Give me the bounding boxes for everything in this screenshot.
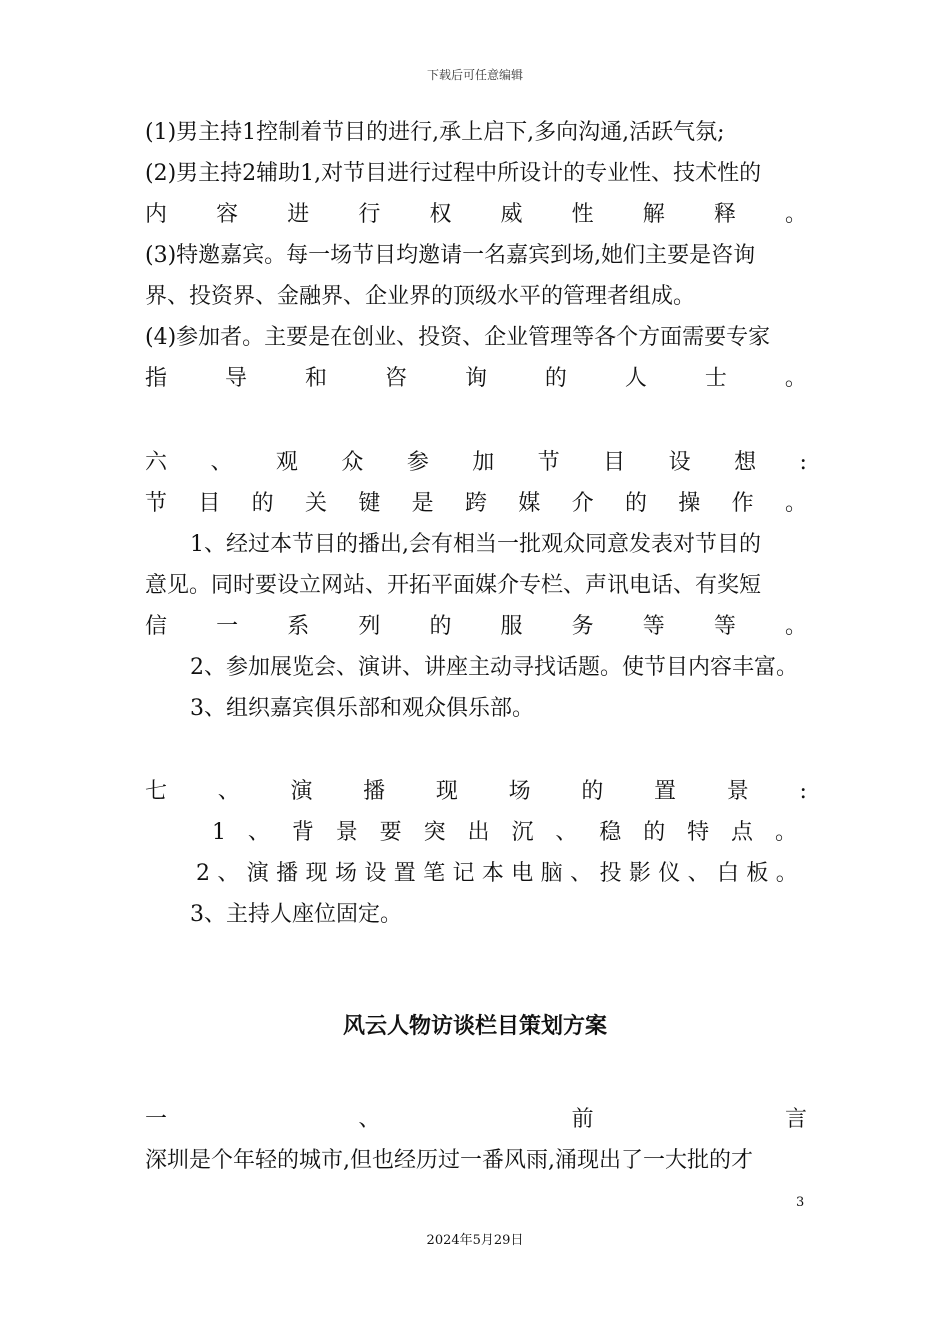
justified-char: : — [799, 779, 807, 804]
justified-char: 士 — [704, 366, 727, 391]
document-title: 风云人物访谈栏目策划方案 — [342, 1014, 607, 1039]
justified-char: 、 — [217, 779, 240, 804]
section7-item2 — [196, 859, 798, 889]
justified-char: 目 — [603, 450, 626, 475]
justified-char: 咨 — [384, 366, 407, 391]
justified-char: 置 — [654, 779, 677, 804]
section6-item3: 3、组织嘉宾俱乐部和观众俱乐部。 — [190, 696, 534, 721]
justified-char: 记 — [452, 861, 475, 886]
justified-char: 众 — [341, 450, 364, 475]
section6-item1: 1、经过本节目的播出,会有相当一批观众同意发表对节目的 — [190, 532, 761, 557]
justified-char: 笔 — [423, 861, 446, 886]
justified-char: 解 — [642, 202, 665, 227]
justified-char: 等 — [642, 614, 665, 639]
justified-char: 景 — [335, 820, 358, 845]
section6-heading — [145, 448, 807, 478]
justified-char: 、 — [217, 861, 240, 886]
justified-char: 参 — [406, 450, 429, 475]
justified-char: 场 — [334, 861, 357, 886]
justified-char: 言 — [784, 1107, 807, 1132]
justified-char: 和 — [304, 366, 327, 391]
justified-char: 服 — [500, 614, 523, 639]
justified-char: 现 — [305, 861, 328, 886]
justified-char: 权 — [429, 202, 452, 227]
justified-char: 特 — [687, 820, 710, 845]
justified-char: 。 — [784, 366, 807, 391]
body-line-justified — [145, 200, 807, 230]
justified-char: 询 — [464, 366, 487, 391]
justified-char: 键 — [358, 491, 381, 516]
justified-char: 设 — [668, 450, 691, 475]
body-line-host1: (1)男主持1控制着节目的进行,承上启下,多向沟通,活跃气氛; — [145, 120, 725, 145]
justified-char: 的 — [624, 491, 647, 516]
justified-char: 点 — [731, 820, 754, 845]
justified-char: 务 — [571, 614, 594, 639]
justified-char: 投 — [599, 861, 622, 886]
justified-char: 性 — [571, 202, 594, 227]
justified-char: 列 — [358, 614, 381, 639]
justified-char: 仪 — [658, 861, 681, 886]
justified-char: 行 — [358, 202, 381, 227]
section6-item2: 2、参加展览会、演讲、讲座主动寻找话题。使节目内容丰富。 — [190, 655, 798, 680]
justified-char: 七 — [145, 779, 168, 804]
justified-char: 六 — [145, 450, 168, 475]
justified-char: 场 — [508, 779, 531, 804]
section7-heading — [145, 777, 807, 807]
justified-char: 脑 — [540, 861, 563, 886]
section6-item1-end — [145, 612, 807, 642]
justified-char: 白 — [717, 861, 740, 886]
justified-char: 关 — [304, 491, 327, 516]
justified-char: 、 — [210, 450, 233, 475]
justified-char: 。 — [784, 491, 807, 516]
justified-char: 前 — [571, 1107, 594, 1132]
justified-char: 等 — [713, 614, 736, 639]
justified-char: 作 — [731, 491, 754, 516]
justified-char: 观 — [275, 450, 298, 475]
justified-char: 导 — [224, 366, 247, 391]
justified-char: 的 — [581, 779, 604, 804]
justified-char: 人 — [624, 366, 647, 391]
justified-char: 系 — [287, 614, 310, 639]
body-line-host2: (2)男主持2辅助1,对节目进行过程中所设计的专业性、技术性的 — [145, 161, 762, 186]
body-line-participants: (4)参加者。主要是在创业、投资、企业管理等各个方面需要专家 — [145, 325, 771, 350]
justified-char: 、 — [358, 1107, 381, 1132]
justified-char: 。 — [774, 820, 797, 845]
section6-item1-cont: 意见。同时要设立网站、开拓平面媒介专栏、声讯电话、有奖短 — [145, 573, 762, 598]
justified-char: 节 — [145, 491, 168, 516]
justified-char: 2 — [196, 861, 210, 886]
justified-char: 本 — [481, 861, 504, 886]
justified-char: 、 — [247, 820, 270, 845]
justified-char: 。 — [784, 202, 807, 227]
justified-char: 1 — [212, 820, 226, 845]
section6-subheading — [145, 489, 807, 519]
justified-char: 操 — [678, 491, 701, 516]
page-header: 下载后可任意编辑 — [426, 68, 523, 82]
body-line-guest-cont: 界、投资界、金融界、企业界的顶级水平的管理者组成。 — [145, 284, 696, 309]
justified-char: 电 — [511, 861, 534, 886]
justified-char: : — [799, 450, 807, 475]
section7-item1 — [212, 818, 797, 848]
justified-char: 置 — [393, 861, 416, 886]
justified-char: 稳 — [599, 820, 622, 845]
justified-char: 指 — [145, 366, 168, 391]
justified-char: 进 — [287, 202, 310, 227]
justified-char: 想 — [734, 450, 757, 475]
justified-char: 的 — [643, 820, 666, 845]
justified-char: 一 — [145, 1107, 168, 1132]
justified-char: 释 — [713, 202, 736, 227]
page-number: 3 — [796, 1195, 805, 1210]
justified-char: 介 — [571, 491, 594, 516]
justified-char: 的 — [544, 366, 567, 391]
body-line-guest: (3)特邀嘉宾。每一场节目均邀请一名嘉宾到场,她们主要是咨询 — [145, 243, 756, 268]
footer-date: 2024年5月29日 — [426, 1233, 524, 1248]
justified-char: 。 — [784, 614, 807, 639]
justified-char: 、 — [570, 861, 593, 886]
justified-char: 要 — [379, 820, 402, 845]
justified-char: 目 — [198, 491, 221, 516]
justified-char: 播 — [276, 861, 299, 886]
justified-char: 出 — [467, 820, 490, 845]
justified-char: 现 — [435, 779, 458, 804]
justified-char: 是 — [411, 491, 434, 516]
justified-char: 演 — [290, 779, 313, 804]
justified-char: 、 — [687, 861, 710, 886]
section1-heading — [145, 1105, 807, 1135]
justified-char: 播 — [363, 779, 386, 804]
section7-item3: 3、主持人座位固定。 — [190, 902, 402, 927]
justified-char: 影 — [628, 861, 651, 886]
justified-char: 威 — [500, 202, 523, 227]
section1-text: 深圳是个年轻的城市,但也经历过一番风雨,涌现出了一大批的才 — [145, 1148, 753, 1173]
justified-char: 媒 — [518, 491, 541, 516]
justified-char: 突 — [423, 820, 446, 845]
justified-char: 容 — [216, 202, 239, 227]
justified-char: 一 — [216, 614, 239, 639]
body-line-participants-end — [145, 364, 807, 394]
justified-char: 内 — [145, 202, 168, 227]
justified-char: 加 — [472, 450, 495, 475]
justified-char: 沉 — [511, 820, 534, 845]
justified-char: 的 — [429, 614, 452, 639]
justified-char: 的 — [251, 491, 274, 516]
justified-char: 节 — [537, 450, 560, 475]
justified-char: 信 — [145, 614, 168, 639]
justified-char: 。 — [775, 861, 798, 886]
justified-char: 演 — [246, 861, 269, 886]
justified-char: 背 — [291, 820, 314, 845]
justified-char: 景 — [726, 779, 749, 804]
justified-char: 跨 — [464, 491, 487, 516]
justified-char: 板 — [746, 861, 769, 886]
justified-char: 、 — [555, 820, 578, 845]
justified-char: 设 — [364, 861, 387, 886]
